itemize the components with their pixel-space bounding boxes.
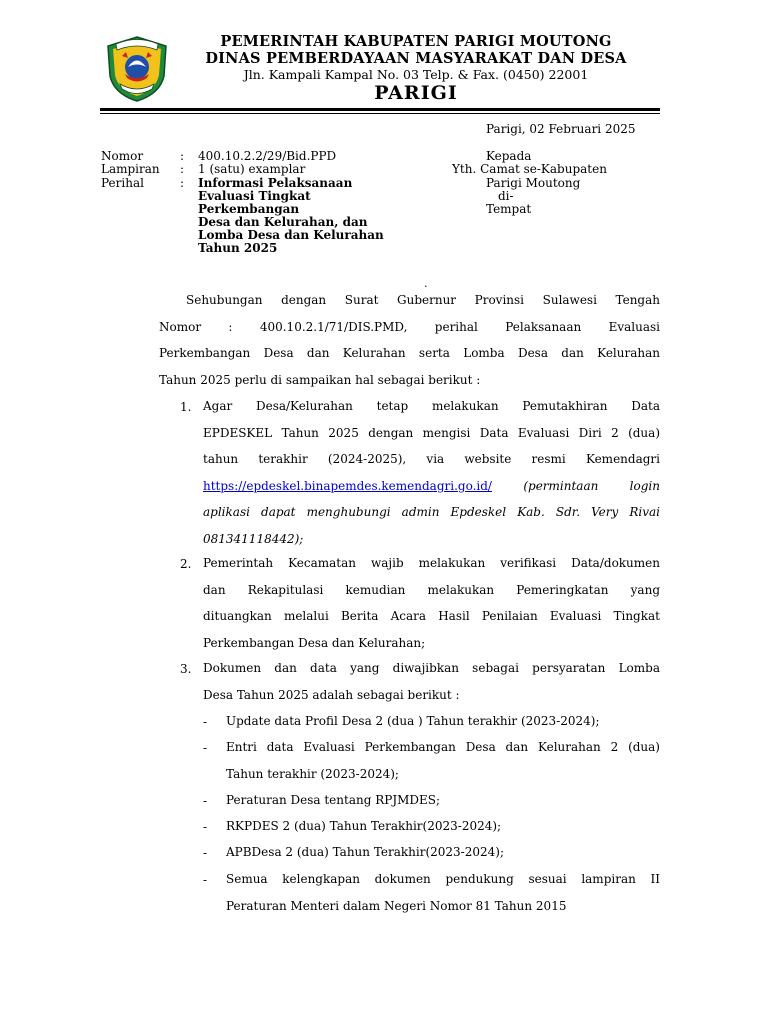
intro-line: Tahun 2025 perlu di sampaikan hal sebagai berikut : xyxy=(159,372,481,387)
intro-line: Sehubungan dengan Surat Gubernur Provinsi Sulawesi Tengah xyxy=(186,293,660,307)
sub-dash: - xyxy=(203,741,208,755)
item-line: 081341118442); xyxy=(203,531,304,546)
letterhead-department: DINAS PEMBERDAYAAN MASYARAKAT DAN DESA xyxy=(205,50,627,67)
recipient-di: di- xyxy=(498,189,514,203)
perihal-line: Tahun 2025 xyxy=(198,241,278,255)
item-line: Perkembangan Desa dan Kelurahan; xyxy=(203,635,426,650)
list-item xyxy=(203,655,660,708)
sub-dash: - xyxy=(203,715,208,729)
sub-item xyxy=(226,708,660,735)
item-line: Pemerintah Kecamatan wajib melakukan verifikasi Data/dokumen xyxy=(203,556,660,570)
item-number: 3. xyxy=(180,662,192,676)
nomor-colon: : xyxy=(180,149,185,163)
letterhead-divider-thin xyxy=(100,113,660,114)
item-line: Dokumen dan data yang diwajibkan sebagai persyaratan Lomba xyxy=(203,661,660,675)
sub-line: Tahun terakhir (2023-2024); xyxy=(226,766,399,781)
item-line: dan Rekapitulasi kemudian melakukan Pemeringkatan yang xyxy=(203,582,660,597)
sub-line: Peraturan Desa tentang RPJMDES; xyxy=(226,793,441,807)
sub-item xyxy=(226,866,660,919)
sub-item xyxy=(226,734,660,787)
nomor-value: 400.10.2.2/29/Bid.PPD xyxy=(198,149,337,163)
sub-dash: - xyxy=(203,794,208,808)
letterhead-address: Jln. Kampali Kampal No. 03 Telp. & Fax. (0450) 22001 xyxy=(243,67,589,82)
sub-line: Peraturan Menteri dalam Negeri Nomor 81 Tahun 2015 xyxy=(226,898,567,913)
intro-line: Perkembangan Desa dan Kelurahan serta Lomba Desa dan Kelurahan xyxy=(159,346,660,360)
recipient-camat: Yth. Camat se-Kabupaten xyxy=(452,162,607,176)
item-line: Agar Desa/Kelurahan tetap melakukan Pemutakhiran Data xyxy=(203,399,660,413)
item-line: tahun terakhir (2024-2025), via website resmi Kemendagri xyxy=(203,452,660,466)
recipient-kepada: Kepada xyxy=(486,149,532,163)
lampiran-colon: : xyxy=(180,162,185,176)
perihal-label: Perihal xyxy=(101,176,144,190)
sub-item xyxy=(226,839,660,866)
list-item xyxy=(203,393,660,552)
login-note: (permintaan login xyxy=(523,478,660,493)
intro-paragraph xyxy=(159,287,660,393)
item-line: dituangkan melalui Berita Acara Hasil Penilaian Evaluasi Tingkat xyxy=(203,609,660,623)
item-number: 2. xyxy=(180,557,192,571)
sub-dash: - xyxy=(203,873,208,887)
perihal-line: Informasi Pelaksanaan xyxy=(198,176,353,190)
item-number: 1. xyxy=(180,400,192,414)
sub-line: RKPDES 2 (dua) Tahun Terakhir(2023-2024); xyxy=(226,819,502,833)
separator-dot: . xyxy=(424,277,428,290)
item-line: aplikasi dapat menghubungi admin Epdeskel Kab. Sdr. Very Rivai xyxy=(203,505,660,519)
list-item xyxy=(203,550,660,656)
lampiran-label: Lampiran xyxy=(101,162,160,176)
epdeskel-link[interactable]: https://epdeskel.binapemdes.kemendagri.go.id/ xyxy=(203,478,492,493)
sub-line: Update data Profil Desa 2 (dua ) Tahun terakhir (2023-2024); xyxy=(226,714,600,728)
letterhead-government: PEMERINTAH KABUPATEN PARIGI MOUTONG xyxy=(220,33,612,50)
perihal-line: Desa dan Kelurahan, dan xyxy=(198,215,368,229)
recipient-tempat: Tempat xyxy=(486,202,532,216)
sub-item xyxy=(226,813,660,840)
sub-dash: - xyxy=(203,846,208,860)
item-line: Desa Tahun 2025 adalah sebagai berikut : xyxy=(203,687,460,702)
letterhead-city: PARIGI xyxy=(374,82,458,104)
sub-line: Entri data Evaluasi Perkembangan Desa dan Kelurahan 2 (dua) xyxy=(226,740,660,754)
perihal-line: Evaluasi Tingkat xyxy=(198,189,311,203)
lampiran-value: 1 (satu) examplar xyxy=(198,162,306,176)
nomor-label: Nomor xyxy=(101,149,144,163)
letter-date: Parigi, 02 Februari 2025 xyxy=(486,122,636,136)
item-line xyxy=(203,473,660,500)
sub-line: APBDesa 2 (dua) Tahun Terakhir(2023-2024); xyxy=(226,845,505,859)
recipient-regency: Parigi Moutong xyxy=(486,176,581,190)
regency-coat-of-arms-icon xyxy=(102,34,172,104)
perihal-line: Perkembangan xyxy=(198,202,300,216)
letterhead-divider xyxy=(100,108,660,111)
intro-line: Nomor : 400.10.2.1/71/DIS.PMD, perihal Pelaksanaan Evaluasi xyxy=(159,319,660,334)
perihal-colon: : xyxy=(180,176,185,190)
perihal-line: Lomba Desa dan Kelurahan xyxy=(198,228,384,242)
item-line: EPDESKEL Tahun 2025 dengan mengisi Data Evaluasi Diri 2 (dua) xyxy=(203,425,660,440)
sub-line: Semua kelengkapan dokumen pendukung sesuai lampiran II xyxy=(226,872,660,886)
sub-dash: - xyxy=(203,820,208,834)
sub-item xyxy=(226,787,660,814)
